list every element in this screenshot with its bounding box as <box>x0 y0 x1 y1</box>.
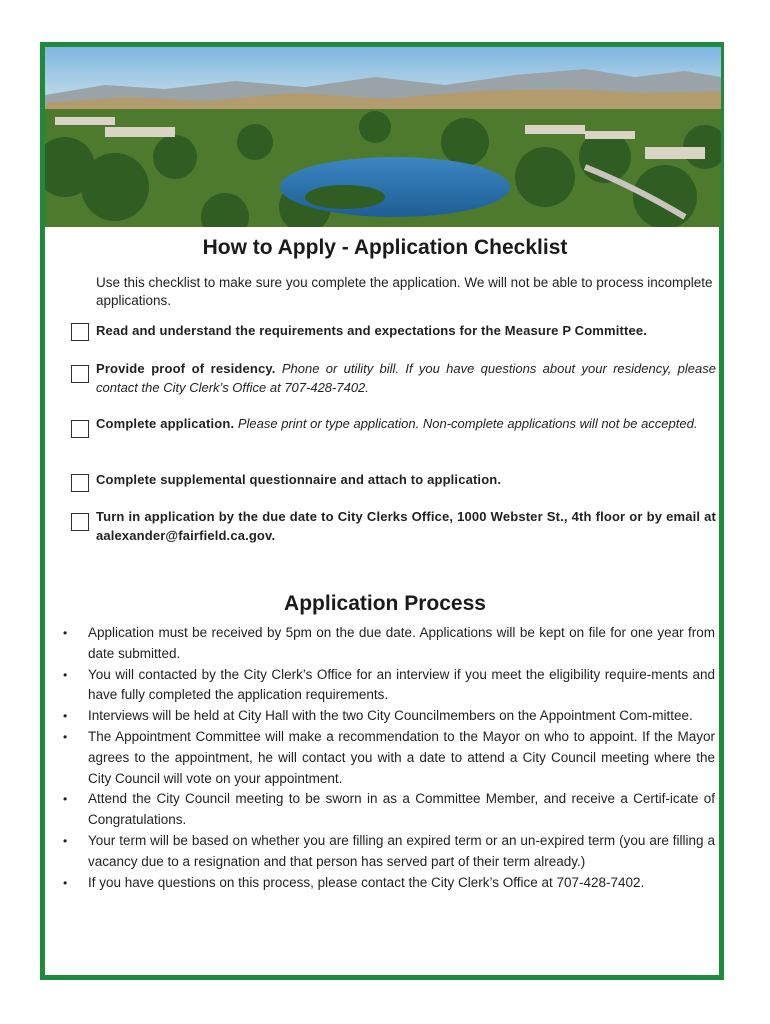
list-item: • The Appointment Committee will make a recommendation to the Mayor on who to appoint. If the Mayor agrees to the appointment, he will contact you with a date to attend a City Council meeting where the City Council will vote on your appointment. <box>63 727 715 789</box>
item-bold-text: Turn in application by the due date to City Clerks Office, 1000 Webster St., 4th floor or by email at aalexander@fairfield.ca.gov. <box>96 509 716 543</box>
item-italic-text: Please print or type application. Non-complete applications will not be accepted. <box>234 416 698 431</box>
item-bold-text: Complete application. <box>96 416 235 431</box>
item-bold-text: Read and understand the requirements and expectations for the Measure P Committee. <box>96 323 647 338</box>
checklist-item <box>96 359 716 397</box>
checklist-item <box>96 414 716 433</box>
checkbox-supplemental-questionnaire[interactable] <box>71 474 89 492</box>
list-item: • Your term will be based on whether you are filling an expired term or an un-expired term (you are filling a vacancy due to a resignation and that person has served part of their term already.) <box>63 831 715 873</box>
list-item: • Application must be received by 5pm on the due date. Applications will be kept on file for one year from date submitted. <box>63 623 715 665</box>
checklist-intro: Use this checklist to make sure you complete the application. We will not be able to process incomplete applications. <box>96 275 713 308</box>
checklist-item <box>96 507 716 545</box>
checkbox-proof-of-residency[interactable] <box>71 365 89 383</box>
process-bullet-list <box>63 623 715 893</box>
list-item: • You will contacted by the City Clerk’s Office for an interview if you meet the eligibility require-ments and have fully completed the application requirements. <box>63 665 715 707</box>
checkbox-read-requirements[interactable] <box>71 323 89 341</box>
item-bold-text: Complete supplemental questionnaire and attach to application. <box>96 472 502 487</box>
checklist-title: How to Apply - Application Checklist <box>202 236 568 259</box>
checkbox-complete-application[interactable] <box>71 420 89 438</box>
process-title: Application Process <box>284 592 486 615</box>
checklist-item <box>96 321 716 340</box>
item-italic-text: Phone or utility bill. If you have questions about your residency, please contact the City Clerk’s Office at 707-428-7402. <box>96 361 716 395</box>
list-item: • Interviews will be held at City Hall with the two City Councilmembers on the Appointment Com-mittee. <box>63 706 715 727</box>
item-bold-text: Provide proof of residency. <box>96 361 276 376</box>
list-item: • If you have questions on this process, please contact the City Clerk’s Office at 707-428-7402. <box>63 873 715 894</box>
list-item: • Attend the City Council meeting to be sworn in as a Committee Member, and receive a Certif-icate of Congratulations. <box>63 789 715 831</box>
header-photo <box>45 47 721 227</box>
checkbox-turn-in-application[interactable] <box>71 513 89 531</box>
checklist-item <box>96 470 716 489</box>
